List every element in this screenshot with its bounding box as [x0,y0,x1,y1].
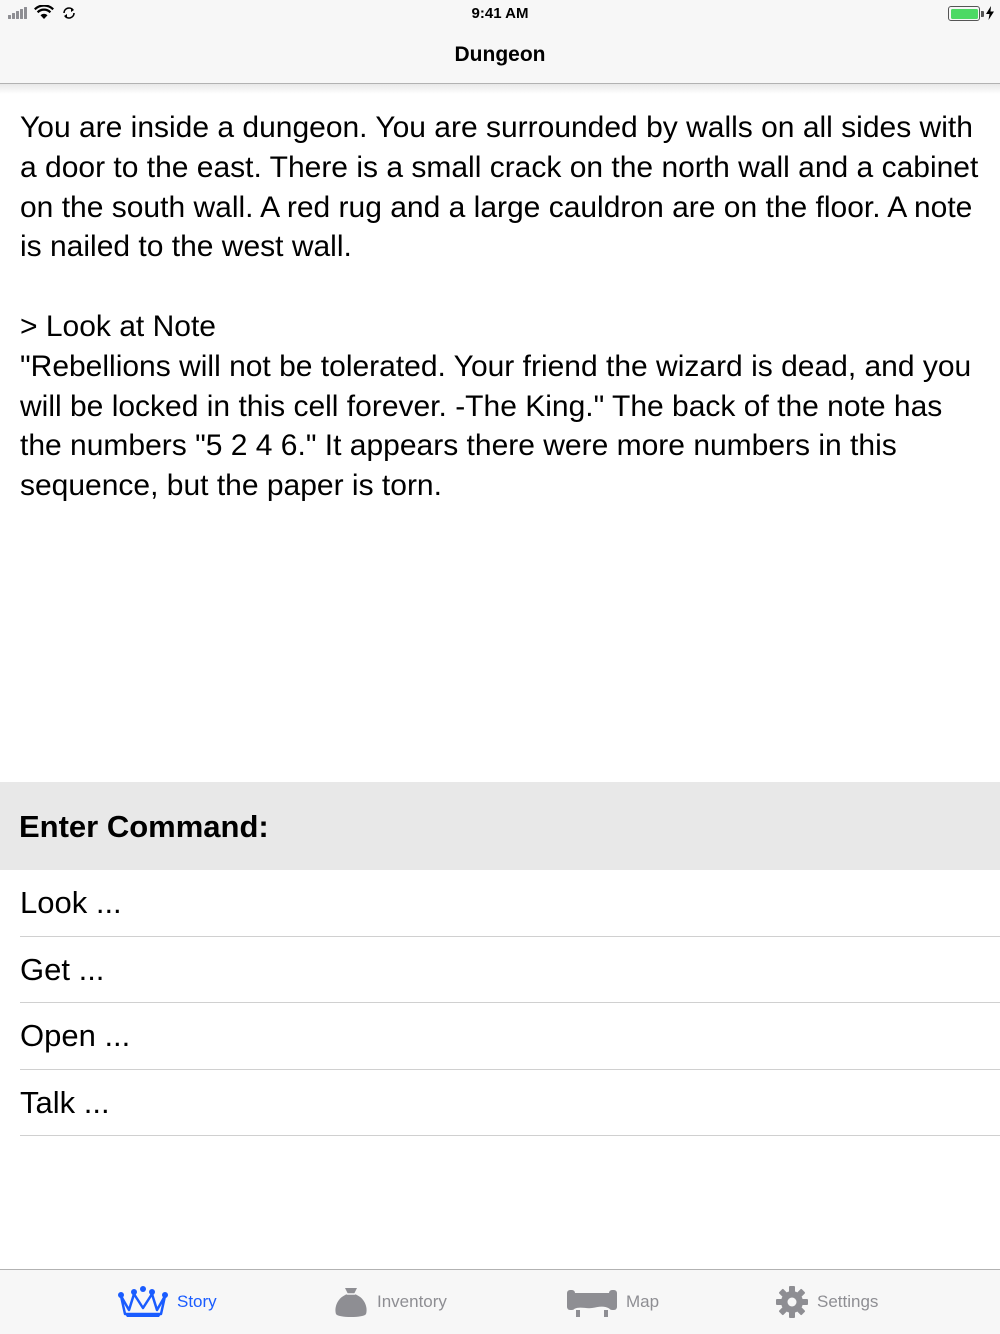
story-text: You are inside a dungeon. You are surrounded by walls on all sides with a door to the east. There is a small crack on the north wall and a cabinet on the south wall. A red rug and a large cauldron are on the floor. A note is nailed to the west wall. > Look at Note "Rebellions will not be tolerated. Your friend the wizard is dead, and you will be locked in this cell forever. -The King." The back of the note has the numbers "5 2 4 6." It appears there were more numbers in this sequence, but the paper is torn. [20,111,979,503]
status-time: 9:41 AM [471,5,529,22]
tab-settings-label: Settings [817,1292,879,1311]
crown-icon [117,1286,169,1318]
command-get[interactable] [20,937,1000,1004]
battery-icon [948,6,980,21]
command-header-label: Enter Command: [19,809,269,844]
battery-cap [981,11,984,17]
command-look-label: Look ... [20,885,122,920]
command-open-label: Open ... [20,1018,131,1053]
tab-inventory-label: Inventory [377,1292,447,1311]
navigation-bar [0,28,1000,84]
tab-inventory[interactable] [333,1270,447,1334]
tab-map-label: Map [626,1292,660,1311]
tab-story[interactable] [117,1270,217,1334]
status-bar [0,0,1000,28]
command-open[interactable] [20,1003,1000,1070]
scroll-map-icon [566,1286,618,1318]
command-get-label: Get ... [20,951,105,987]
charging-bolt-icon [986,6,994,20]
tab-bar [0,1269,1000,1334]
command-header [0,782,1000,870]
bag-icon [333,1284,369,1320]
command-talk[interactable] [20,1070,1000,1137]
command-talk-label: Talk ... [20,1084,110,1120]
nav-divider [0,84,1000,94]
tab-map[interactable] [566,1270,659,1334]
tab-story-label: Story [177,1292,217,1311]
gear-icon [775,1285,809,1319]
tab-settings[interactable] [775,1270,878,1334]
command-look[interactable] [20,870,1000,937]
command-list [0,870,1000,1136]
page-title: Dungeon [454,43,546,66]
